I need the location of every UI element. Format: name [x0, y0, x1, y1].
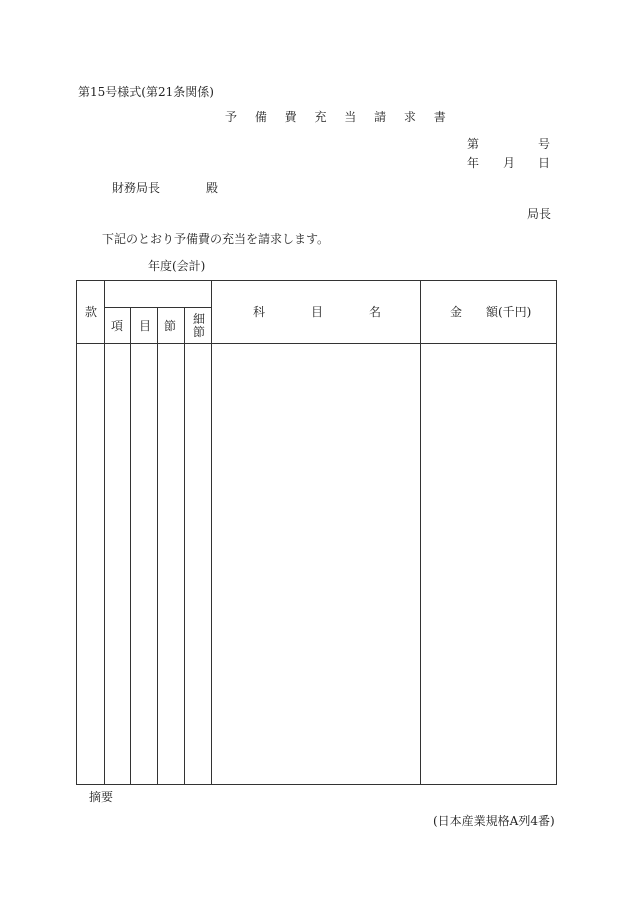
document-title: 予 備 費 充 当 請 求 書: [225, 110, 453, 124]
request-statement: 下記のとおり予備費の充当を請求します。: [102, 232, 330, 246]
document-number-suffix: 号: [538, 137, 551, 151]
form-number: 第15号様式(第21条関係): [78, 85, 214, 99]
column-header-saisetsu: 細節: [193, 312, 206, 339]
summary-label: 摘要: [89, 790, 114, 804]
column-header-kingaku: 金 額(千円): [450, 305, 532, 319]
document-number-prefix: 第: [467, 137, 480, 151]
date-month-label: 月: [503, 156, 516, 170]
column-header-setsu: 節: [164, 319, 177, 333]
column-header-kamokumei: 科目名: [253, 305, 428, 319]
date-day-label: 日: [538, 156, 551, 170]
sender-title: 局長: [527, 207, 552, 221]
column-header-kou: 項: [111, 319, 124, 333]
paper-size-note: (日本産業規格A列4番): [433, 814, 555, 828]
column-header-kan: 款: [85, 305, 98, 319]
addressee-honorific: 殿: [206, 181, 219, 195]
column-header-moku: 目: [139, 319, 152, 333]
fiscal-year-label: 年度(会計): [148, 259, 206, 273]
date-year-label: 年: [467, 156, 480, 170]
addressee-name: 財務局長: [112, 181, 161, 195]
